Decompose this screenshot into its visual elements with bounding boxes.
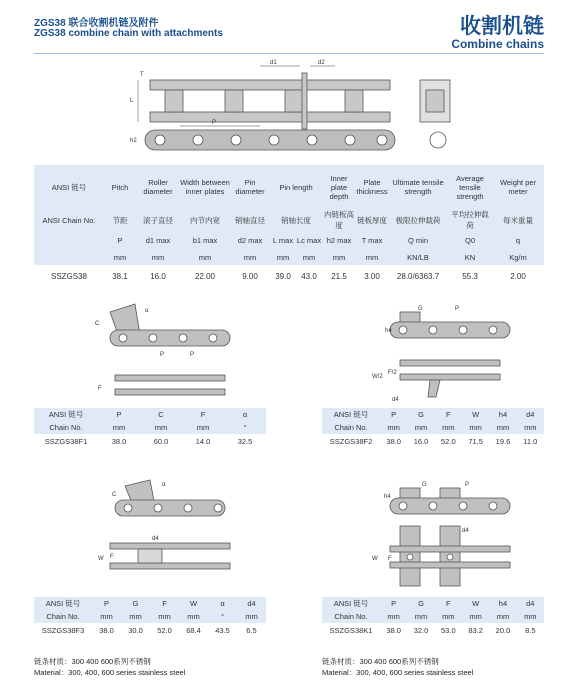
f2-attachment-drawing — [370, 302, 550, 407]
col-pitch-cn: 节距 — [104, 209, 136, 231]
col-depth-cn: 内链板高度 — [324, 210, 355, 230]
unit-cell: mm — [270, 249, 296, 265]
material-en-left: Material：300, 400, 600 series stainless steel — [34, 668, 186, 677]
col-roller-cn: 滚子直径 — [136, 209, 180, 231]
header-cell: P — [380, 597, 407, 610]
f3-table — [34, 597, 266, 637]
header-cell: α — [224, 408, 266, 421]
col-roller-en: Roller diameter — [136, 165, 180, 209]
unit-cell: Kg/m — [492, 249, 544, 265]
col-weight-cn: 每米重量 — [492, 209, 544, 231]
header-cell: F — [150, 597, 179, 610]
f3-attachment-drawing — [90, 478, 250, 593]
brand-en: Combine chains — [451, 37, 544, 51]
sym-q0: Q0 — [448, 231, 492, 249]
col-pin-cn: 销轴直径 — [230, 209, 270, 231]
col-ult-en: Ultimate tensile strength — [388, 165, 448, 209]
unit-cell: mm — [517, 421, 544, 434]
data-cell: 14.0 — [182, 434, 224, 448]
sym-qw: q — [492, 231, 544, 249]
col-chain-en: ANSI 链号 — [34, 165, 104, 209]
unit-cell: mm — [435, 610, 462, 623]
col-thick-en: Plate thickness — [356, 165, 388, 209]
data-cell: 38.0 — [380, 623, 407, 637]
svg-text:P: P — [465, 482, 470, 488]
data-cell: 52.0 — [150, 623, 179, 637]
unit-cell: mm — [380, 421, 407, 434]
header-cell: α — [208, 597, 237, 610]
svg-text:F: F — [98, 386, 102, 392]
svg-text:d4: d4 — [392, 397, 399, 403]
sym-q: Q min — [388, 231, 448, 249]
data-cell: 38.0 — [380, 434, 407, 448]
data-cell: 8.5 — [517, 623, 544, 637]
col-depth-en: Inner plate depth — [322, 165, 356, 209]
header-cell: ANSI 链号 — [322, 597, 380, 610]
unit-cell: mm — [140, 421, 182, 434]
data-cell: 9.00 — [230, 265, 270, 287]
unit-cell: mm — [517, 610, 544, 623]
unit-cell: ° — [208, 610, 237, 623]
unit-cell: mm — [489, 610, 516, 623]
unit-cell: mm — [121, 610, 150, 623]
main-data-row — [34, 265, 544, 287]
col-width-cn: 内节内宽 — [180, 209, 230, 231]
data-cell: 83.2 — [462, 623, 489, 637]
header-cell: G — [407, 597, 434, 610]
unit-cell: mm — [104, 249, 136, 265]
header-cell: G — [121, 597, 150, 610]
header-cell: d4 — [517, 597, 544, 610]
svg-text:P: P — [455, 306, 460, 312]
data-cell: 2.00 — [492, 265, 544, 287]
sym-t: T max — [356, 231, 388, 249]
sym-l: L max — [270, 231, 296, 249]
f2-table — [322, 408, 544, 448]
header-rule — [34, 53, 544, 54]
unit-cell: mm — [407, 421, 434, 434]
header-cell: ANSI 链号 — [322, 408, 380, 421]
svg-text:d4: d4 — [152, 536, 159, 542]
data-cell: 55.3 — [448, 265, 492, 287]
header-cell: d4 — [517, 408, 544, 421]
header-cell: P — [98, 408, 140, 421]
unit-cell: mm — [150, 610, 179, 623]
unit-cell: mm — [356, 249, 388, 265]
svg-text:C: C — [112, 492, 117, 498]
svg-text:W: W — [98, 556, 104, 562]
unit-cell: KN — [448, 249, 492, 265]
unit-cell: mm — [237, 610, 266, 623]
unit-cell: mm — [489, 421, 516, 434]
svg-text:P: P — [160, 352, 165, 358]
sym-h2: h2 max — [322, 231, 356, 249]
col-ult-cn: 极限拉伸载荷 — [388, 209, 448, 231]
unit-cell: mm — [380, 610, 407, 623]
svg-text:G: G — [422, 482, 427, 488]
svg-text:C: C — [95, 321, 100, 327]
data-cell: 6.5 — [237, 623, 266, 637]
data-cell: SSZGS38F1 — [34, 434, 98, 448]
unit-cell: mm — [180, 249, 230, 265]
header-cell: P — [380, 408, 407, 421]
svg-text:W: W — [372, 556, 378, 562]
unit-cell: mm — [92, 610, 121, 623]
svg-text:G: G — [418, 306, 423, 312]
main-chain-drawing — [120, 58, 480, 162]
data-cell: 32.0 — [407, 623, 434, 637]
svg-text:F/2: F/2 — [388, 370, 397, 376]
svg-text:P: P — [212, 120, 217, 126]
col-pitch-en: Pitch — [104, 165, 136, 209]
header-cell: ANSI 链号 — [34, 597, 92, 610]
svg-text:F: F — [110, 554, 114, 560]
data-cell: 16.0 — [136, 265, 180, 287]
data-cell: 20.0 — [489, 623, 516, 637]
unit-cell: mm — [182, 421, 224, 434]
header-cell: d4 — [237, 597, 266, 610]
header-cell: W — [179, 597, 208, 610]
col-avg-cn: 平均拉伸载荷 — [448, 209, 492, 231]
col-pin-en: Pin diameter — [230, 165, 270, 209]
unit-cell: KN/LB — [388, 249, 448, 265]
header-cell: P — [92, 597, 121, 610]
unit-cell: mm — [462, 421, 489, 434]
col-pinlen-cn: 销轴长度 — [270, 209, 322, 231]
data-cell: 32.5 — [224, 434, 266, 448]
sym-b1: b1 max — [180, 231, 230, 249]
unit-cell: mm — [296, 249, 322, 265]
data-cell: 22.00 — [180, 265, 230, 287]
data-cell: SSZGS38F3 — [34, 623, 92, 637]
svg-text:h2: h2 — [130, 138, 137, 144]
data-cell: 52.0 — [435, 434, 462, 448]
data-cell: 38.1 — [104, 265, 136, 287]
col-pinlen-en: Pin length — [270, 165, 322, 209]
header-cell: F — [182, 408, 224, 421]
sym-lc: Lc max — [296, 231, 322, 249]
f1-attachment-drawing — [90, 300, 240, 405]
data-cell: 19.6 — [489, 434, 516, 448]
col-thick-cn: 链板厚度 — [356, 209, 388, 231]
data-cell: SSZGS38K1 — [322, 623, 380, 637]
header-cell: Chain No. — [34, 610, 92, 623]
unit-cell: mm — [98, 421, 140, 434]
header-cell: C — [140, 408, 182, 421]
brand-cn: 收割机链 — [460, 15, 544, 38]
svg-text:α: α — [145, 308, 149, 314]
unit-cell: mm — [435, 421, 462, 434]
svg-text:L: L — [130, 98, 134, 104]
header-cell: F — [435, 597, 462, 610]
col-weight-en: Weight per meter — [492, 165, 544, 209]
unit-cell: mm — [136, 249, 180, 265]
data-cell: SSZGS38F2 — [322, 434, 380, 448]
data-cell: 68.4 — [179, 623, 208, 637]
header-cell: F — [435, 408, 462, 421]
header-cell: h4 — [489, 408, 516, 421]
svg-text:α: α — [162, 482, 166, 488]
data-cell: 28.0/6363.7 — [388, 265, 448, 287]
col-width-en: Width between inner plates — [180, 165, 230, 209]
unit-cell: mm — [322, 249, 356, 265]
data-cell: 71.5 — [462, 434, 489, 448]
svg-text:d1: d1 — [270, 60, 277, 66]
data-cell: 21.5 — [322, 265, 356, 287]
header-cell: Chain No. — [322, 610, 380, 623]
main-spec-table — [34, 165, 544, 287]
f1-table — [34, 408, 266, 448]
header-cell: W — [462, 408, 489, 421]
data-cell: 11.0 — [517, 434, 544, 448]
data-cell: 39.0 — [270, 265, 296, 287]
k1-table — [322, 597, 544, 637]
svg-text:F: F — [388, 556, 392, 562]
data-cell: 60.0 — [140, 434, 182, 448]
title-en: ZGS38 combine chain with attachments — [34, 28, 223, 39]
svg-text:d2: d2 — [318, 60, 325, 66]
svg-text:h4: h4 — [384, 494, 391, 500]
data-cell: 53.0 — [435, 623, 462, 637]
material-en-right: Material：300, 400, 600 series stainless steel — [322, 668, 474, 677]
svg-text:h4: h4 — [385, 328, 392, 334]
header-cell: ANSI 链号 — [34, 408, 98, 421]
data-cell: 3.00 — [356, 265, 388, 287]
sym-d1: d1 max — [136, 231, 180, 249]
data-cell: 16.0 — [407, 434, 434, 448]
header-cell: G — [407, 408, 434, 421]
unit-cell: ° — [224, 421, 266, 434]
data-cell: 38.0 — [92, 623, 121, 637]
data-cell: 30.0 — [121, 623, 150, 637]
header-cell: h4 — [489, 597, 516, 610]
header-cell: W — [462, 597, 489, 610]
unit-cell: mm — [179, 610, 208, 623]
header-cell: Chain No. — [322, 421, 380, 434]
svg-text:d4: d4 — [462, 528, 469, 534]
svg-text:P: P — [190, 352, 195, 358]
col-chain-cn: ANSI Chain No. — [34, 209, 104, 231]
material-cn-left: 链条材质：300 400 600系列不锈钢 — [34, 657, 151, 666]
sym-p: P — [104, 231, 136, 249]
data-cell: 38.0 — [98, 434, 140, 448]
unit-cell: mm — [407, 610, 434, 623]
title-cn: ZGS38 联合收割机链及附件 — [34, 18, 159, 29]
data-cell: SSZGS38 — [34, 265, 104, 287]
sym-d2: d2 max — [230, 231, 270, 249]
svg-text:T: T — [140, 72, 144, 78]
data-cell: 43.5 — [208, 623, 237, 637]
material-cn-right: 链条材质：300 400 600系列不锈钢 — [322, 657, 439, 666]
col-avg-en: Average tensile strength — [448, 165, 492, 209]
header-cell: Chain No. — [34, 421, 98, 434]
data-cell: 43.0 — [296, 265, 322, 287]
k1-attachment-drawing — [370, 478, 550, 593]
unit-cell: mm — [462, 610, 489, 623]
svg-text:W/2: W/2 — [372, 374, 383, 380]
unit-cell: mm — [230, 249, 270, 265]
